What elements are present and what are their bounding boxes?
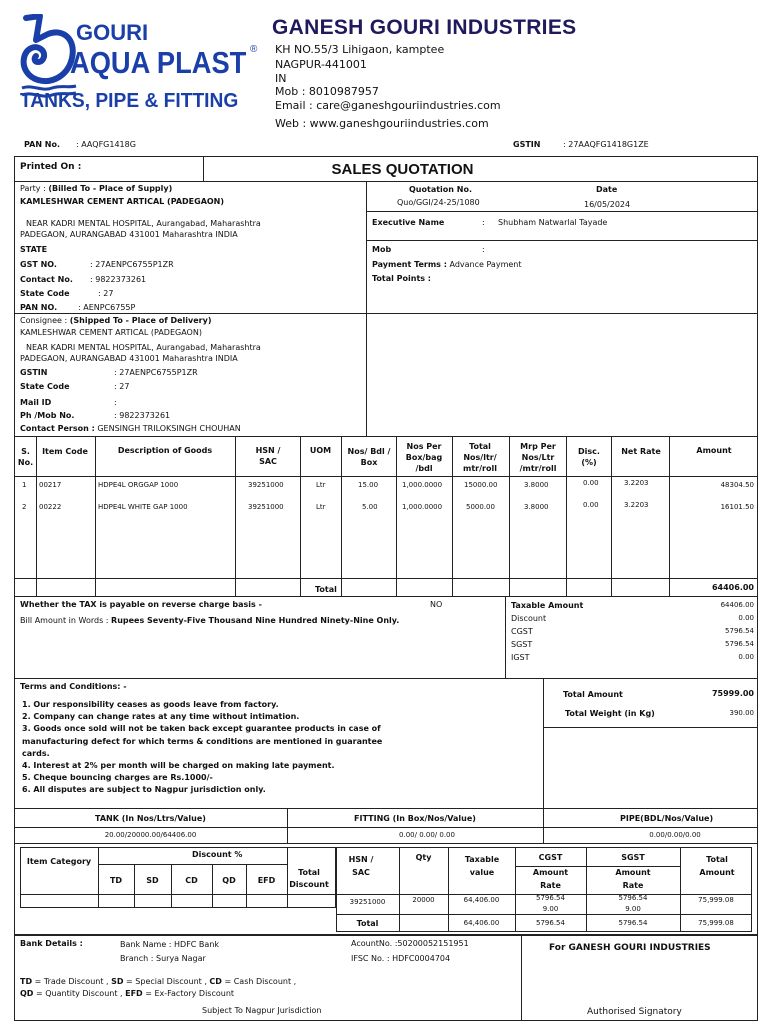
brand-main: AQUA PLAST (70, 45, 247, 80)
bank-ifsc: IFSC No. : HDFC0004704 (351, 954, 451, 963)
cgst-amount-sub: Amount (532, 868, 569, 877)
consignee-heading-prefix: Consignee : (20, 316, 70, 325)
jurisdiction-note: Subject To Nagpur Jurisdiction (202, 1006, 322, 1015)
row-disc: 0.00 (583, 501, 599, 509)
terms-line: 4. Interest at 2% per month will be charged on making late payment. (22, 761, 335, 771)
row-nos-per: 1,000.0000 (402, 503, 443, 511)
row-desc: HDPE4L ORGGAP 1000 (98, 481, 179, 489)
gstin-label: GSTIN (513, 140, 541, 149)
party-address-2: PADEGAON, AURANGABAD 431001 Maharashtra INDIA (20, 230, 238, 239)
party-pan-label: PAN NO. (20, 303, 58, 312)
party-heading-text: (Billed To - Place of Supply) (48, 184, 173, 193)
consignee-heading-text: (Shipped To - Place of Delivery) (69, 316, 212, 325)
total-weight-label: Total Weight (in Kg) (565, 709, 655, 718)
bank-account: AcountNo. :50200052151951 (351, 939, 469, 948)
consignee-name: KAMLESHWAR CEMENT ARTICAL (PADEGAON) (20, 328, 202, 337)
taxable-amount-value: 64406.00 (720, 601, 754, 609)
document-title: SALES QUOTATION (331, 161, 474, 178)
bank-details-label: Bank Details : (20, 939, 83, 948)
quotation-no-label: Quotation No. (409, 185, 472, 194)
consignee-gstin-value: : 27AENPC6755P1ZR (114, 368, 198, 377)
cgst-value: 5796.54 (725, 627, 754, 635)
row-mrp: 3.8000 (524, 503, 549, 511)
taxable-amount-label: Taxable Amount (511, 601, 584, 610)
legend-efd: EFD (125, 989, 143, 998)
row-amount: 16101.50 (720, 503, 754, 511)
row-sno: 2 (22, 503, 27, 511)
td-header: TD (109, 876, 123, 885)
party-heading-prefix: Party : (20, 184, 49, 193)
authorised-signatory: Authorised Signatory (587, 1007, 682, 1017)
brand-top: GOURI (76, 20, 149, 45)
legend-sd: SD (111, 977, 124, 986)
bill-words (20, 615, 410, 627)
row-code: 00217 (39, 481, 62, 489)
hsn-total-cgst: 5796.54 (536, 919, 565, 927)
pipe-value: 0.00/0.00/0.00 (649, 831, 701, 839)
qty-header: Qty (415, 853, 432, 862)
row-nos-per: 1,000.0000 (402, 481, 443, 489)
sgst-rate-sub: Rate (622, 881, 644, 890)
col-item-code: Item Code (42, 447, 88, 456)
gstin-value: : 27AAQFG1418G1ZE (563, 140, 649, 149)
consignee-address-1: NEAR KADRI MENTAL HOSPITAL, Aurangabad, Maharashtra (26, 343, 261, 352)
cgst-header: CGST (538, 853, 563, 862)
col-uom: UOM (309, 446, 332, 455)
party-state-label: STATE (20, 245, 48, 254)
items-total-amount: 64406.00 (711, 583, 754, 592)
col-net-rate: Net Rate (621, 447, 661, 456)
pipe-label: PIPE(BDL/Nos/Value) (620, 814, 714, 823)
col-mrp: Mrp Per Nos/Ltr /mtr/roll (519, 442, 557, 473)
row-net-rate: 3.2203 (624, 479, 649, 487)
contact-person-value: GENSINGH TRILOKSINGH CHOUHAN (97, 424, 241, 433)
row-mrp: 3.8000 (524, 481, 549, 489)
col-amount: Amount (696, 446, 732, 455)
col-disc: Disc. (%) (578, 447, 600, 467)
consignee-address-2: PADEGAON, AURANGABAD 431001 Maharashtra INDIA (20, 354, 238, 363)
hsn-row-cgst-amt: 5796.54 (536, 894, 565, 902)
party-address-1: NEAR KADRI MENTAL HOSPITAL, Aurangabad, Maharashtra (26, 219, 261, 228)
hsn-row-sgst-rate: 9.00 (625, 905, 641, 913)
terms-line: 5. Cheque bouncing charges are Rs.1000/- (22, 773, 213, 783)
party-pan-value: : AENPC6755P (78, 303, 136, 312)
executive-colon: : (482, 218, 485, 227)
total-amount-header: Total Amount (699, 855, 735, 877)
terms-line: 6. All disputes are subject to Nagpur jurisdiction only. (22, 785, 266, 795)
bill-words-value: Rupees Seventy-Five Thousand Nine Hundred Ninety-Nine Only. (111, 616, 400, 625)
igst-value: 0.00 (738, 653, 754, 661)
row-uom: Ltr (316, 503, 326, 511)
hsn-row-taxable: 64,406.00 (463, 896, 500, 904)
printed-on-label: Printed On : (20, 162, 82, 172)
legend-qd: QD (20, 989, 34, 998)
hsn-row-sgst-amt: 5796.54 (618, 894, 648, 902)
row-hsn: 39251000 (248, 503, 284, 511)
company-web: Web : www.ganeshgouriindustries.com (275, 117, 489, 130)
bank-name: Bank Name : HDFC Bank (120, 940, 220, 949)
sgst-label: SGST (511, 640, 533, 649)
consignee-state-code-value: : 27 (114, 382, 130, 391)
hsn-row-qty: 20000 (412, 896, 435, 904)
tank-label: TANK (In Nos/Ltrs/Value) (95, 814, 206, 823)
row-sno: 1 (22, 481, 27, 489)
row-total-nos: 5000.00 (466, 503, 495, 511)
mob-label: Mob (372, 245, 392, 254)
legend-td-text: = Trade Discount , (32, 977, 112, 986)
party-state-code-value: : 27 (98, 289, 114, 298)
total-weight-value: 390.00 (729, 709, 754, 717)
hsn-total-taxable: 64,406.00 (463, 919, 500, 927)
party-contact-label: Contact No. (20, 275, 73, 284)
row-net-rate: 3.2203 (624, 501, 649, 509)
reverse-charge-value: NO (430, 600, 443, 609)
col-hsn: HSN / SAC (255, 446, 281, 466)
row-amount: 48304.50 (720, 481, 754, 489)
company-logo (18, 12, 268, 122)
qd-header: QD (222, 876, 236, 885)
bank-branch: Branch : Surya Nagar (120, 954, 206, 963)
row-nos-bdl: 5.00 (362, 503, 378, 511)
consignee-ph-value: : 9822373261 (114, 411, 171, 420)
row-total-nos: 15000.00 (464, 481, 498, 489)
row-hsn: 39251000 (248, 481, 284, 489)
registered-mark: ® (250, 44, 258, 55)
fitting-label: FITTING (In Box/Nos/Value) (354, 814, 476, 823)
company-email: Email : care@ganeshgouriindustries.com (275, 99, 501, 112)
brand-tagline: TANKS, PIPE & FITTING (20, 90, 239, 112)
discount-pct-header: Discount % (192, 850, 243, 859)
taxable-header: Taxable value (464, 855, 500, 877)
sgst-amount-sub: Amount (615, 868, 651, 877)
row-code: 00222 (39, 503, 62, 511)
hsn-row-cgst-rate: 9.00 (542, 905, 559, 913)
terms-line: manufacturing defect for which terms & conditions are mentioned in guarantee (22, 736, 383, 746)
terms-heading: Terms and Conditions: - (20, 682, 127, 691)
fitting-value: 0.00/ 0.00/ 0.00 (399, 831, 455, 839)
terms-line: 1. Our responsibility ceases as goods leave from factory. (22, 700, 279, 709)
company-address-1: KH NO.55/3 Lihigaon, kamptee (275, 43, 445, 56)
party-gst-label: GST NO. (20, 260, 57, 269)
legend-efd-text: = Ex-Factory Discount (142, 989, 235, 998)
efd-header: EFD (257, 876, 276, 885)
igst-label: IGST (511, 653, 530, 662)
row-uom: Ltr (316, 481, 326, 489)
cgst-rate-sub: Rate (540, 881, 561, 890)
terms-line: 3. Goods once sold will not be taken back except guarantee products in case of (22, 724, 381, 734)
company-address-2: NAGPUR-441001 (275, 58, 367, 71)
consignee-heading (20, 316, 211, 325)
pan-label: PAN No. (24, 140, 61, 149)
consignee-contact-person (20, 424, 241, 433)
payment-terms-label: Payment Terms : (372, 260, 447, 269)
consignee-state-code-label: State Code (20, 382, 70, 391)
terms-line: cards. (22, 748, 50, 758)
legend-cd-text: = Cash Discount , (221, 977, 297, 986)
legend-td: TD (20, 977, 33, 986)
row-nos-bdl: 15.00 (358, 481, 379, 489)
pan-value: : AAQFG1418G (76, 140, 136, 149)
reverse-charge-label: Whether the TAX is payable on reverse charge basis - (20, 600, 262, 609)
table-row (14, 502, 758, 524)
legend-cd: CD (209, 977, 222, 986)
party-state-code-label: State Code (20, 289, 70, 298)
company-name: GANESH GOURI INDUSTRIES (272, 16, 577, 39)
consignee-mail-value: : (114, 398, 117, 407)
hsn-total-amount: 75,999.08 (698, 919, 734, 927)
item-category-header: Item Category (26, 857, 92, 866)
quotation-date-label: Date (596, 185, 618, 194)
terms-line: 2. Company can change rates at any time without intimation. (22, 712, 300, 722)
discount-label: Discount (511, 614, 547, 623)
party-gst-value: : 27AENPC6755P1ZR (90, 260, 174, 269)
col-nos-per: Nos Per Box/bag /bdl (405, 442, 443, 473)
hsn-total-label: Total (356, 919, 379, 928)
total-points-label: Total Points : (372, 274, 432, 283)
legend-sd-text: = Special Discount , (123, 977, 210, 986)
cgst-label: CGST (511, 627, 533, 636)
payment-terms (372, 260, 522, 269)
party-name: KAMLESHWAR CEMENT ARTICAL (PADEGAON) (20, 197, 225, 206)
tank-value: 20.00/20000.00/64406.00 (104, 831, 197, 839)
mob-colon: : (482, 245, 485, 254)
col-total-nos: Total Nos/ltr/ mtr/roll (463, 442, 497, 473)
col-nos-bdl: Nos/ Bdl / Box (347, 447, 391, 467)
consignee-gstin-label: GSTIN (20, 368, 48, 377)
total-discount-header: Total Discount (289, 868, 329, 889)
hsn-header: HSN / SAC (348, 855, 374, 877)
col-description: Description of Goods (117, 446, 213, 455)
for-company: For GANESH GOURI INDUSTRIES (549, 943, 711, 953)
bill-words-label: Bill Amount in Words : (20, 616, 109, 625)
hsn-row-hsn: 39251000 (349, 898, 386, 906)
consignee-ph-label: Ph /Mob No. (20, 411, 75, 420)
cd-header: CD (185, 876, 198, 885)
company-mob: Mob : 8010987957 (275, 85, 379, 98)
terms-list (22, 699, 442, 797)
quotation-date-value: 16/05/2024 (584, 200, 631, 209)
total-amount-value: 75999.00 (711, 689, 754, 698)
sgst-value: 5796.54 (725, 640, 754, 648)
discount-legend-2 (20, 989, 234, 998)
row-desc: HDPE4L WHITE GAP 1000 (98, 503, 188, 511)
hsn-row-total: 75,999.08 (698, 896, 734, 904)
table-row (14, 478, 758, 500)
party-heading (20, 184, 172, 193)
discount-legend-1 (20, 977, 296, 986)
row-disc: 0.00 (583, 479, 599, 487)
company-country: IN (275, 72, 287, 85)
party-contact-value: : 9822373261 (90, 275, 147, 284)
col-sno: S. No. (17, 447, 34, 467)
consignee-mail-label: Mail ID (20, 398, 52, 407)
quotation-no-value: Quo/GGI/24-25/1080 (397, 198, 480, 207)
executive-name: Shubham Natwarlal Tayade (498, 218, 608, 227)
sd-header: SD (146, 876, 159, 885)
payment-terms-value: Advance Payment (449, 260, 522, 269)
sgst-header: SGST (621, 853, 645, 862)
total-amount-label: Total Amount (563, 690, 623, 699)
discount-value: 0.00 (738, 614, 754, 622)
contact-person-label: Contact Person : (20, 424, 95, 433)
executive-label: Executive Name (372, 218, 445, 227)
hsn-total-sgst: 5796.54 (618, 919, 648, 927)
items-total-label: Total (315, 585, 337, 594)
legend-qd-text: = Quantity Discount , (33, 989, 126, 998)
